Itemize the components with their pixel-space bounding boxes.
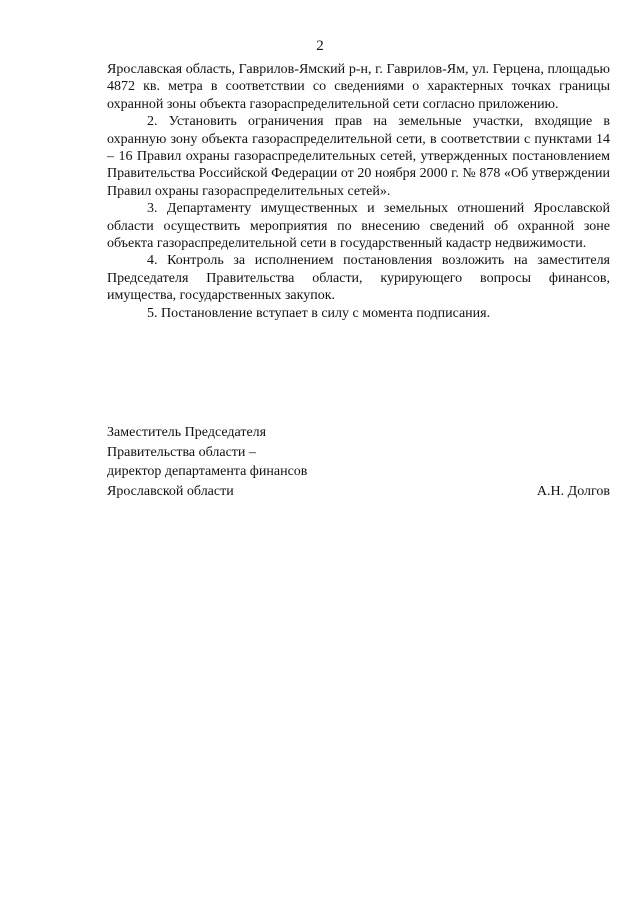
signatory-title-line: директор департамента финансов <box>107 464 308 480</box>
paragraph-item-5: 5. Постановление вступает в силу с момента подписания. <box>147 305 491 321</box>
document-body <box>107 61 610 322</box>
signatory-title-line: Ярославской области <box>107 483 234 499</box>
signatory-title-line: Заместитель Председателя <box>107 425 267 440</box>
signatory-last-row <box>107 482 610 502</box>
paragraph-item-4: 4. Контроль за исполнением постановления возложить на заместителя Председателя Правительства области, курирующего вопросы финансов, имущества, государственных закупок. <box>107 253 610 304</box>
signatory-title-line: Правительства области – <box>107 444 256 460</box>
paragraph-item-2: 2. Установить ограничения прав на земельные участки, входящие в охранную зону объекта газораспределительной сети, в соответствии с пунктами 14 – 16 Правил охраны газораспределительных сетей, утвержденных постановлением Правительства Российской Федерации от 20 ноября 2000 г. № 878 «Об утверждении Правил охраны газораспределительных сетей». <box>107 114 610 199</box>
paragraph-item-3: 3. Департаменту имущественных и земельных отношений Ярославской области осуществить мероприятия по внесению сведений об охранной зоне объекта газораспределительной сети в государственный кадастр недвижимости. <box>107 201 610 252</box>
signatory-name: А.Н. Долгов <box>536 483 610 499</box>
paragraph-continuation: Ярославская область, Гаврилов-Ямский р-н, г. Гаврилов-Ям, ул. Герцена, площадью 4872 кв. метра в соответствии со сведениями о характерных точках границы охранной зоны объекта газораспределительной сети согласно приложению. <box>107 62 610 112</box>
signature-block <box>107 423 610 501</box>
page-number: 2 <box>316 38 324 54</box>
